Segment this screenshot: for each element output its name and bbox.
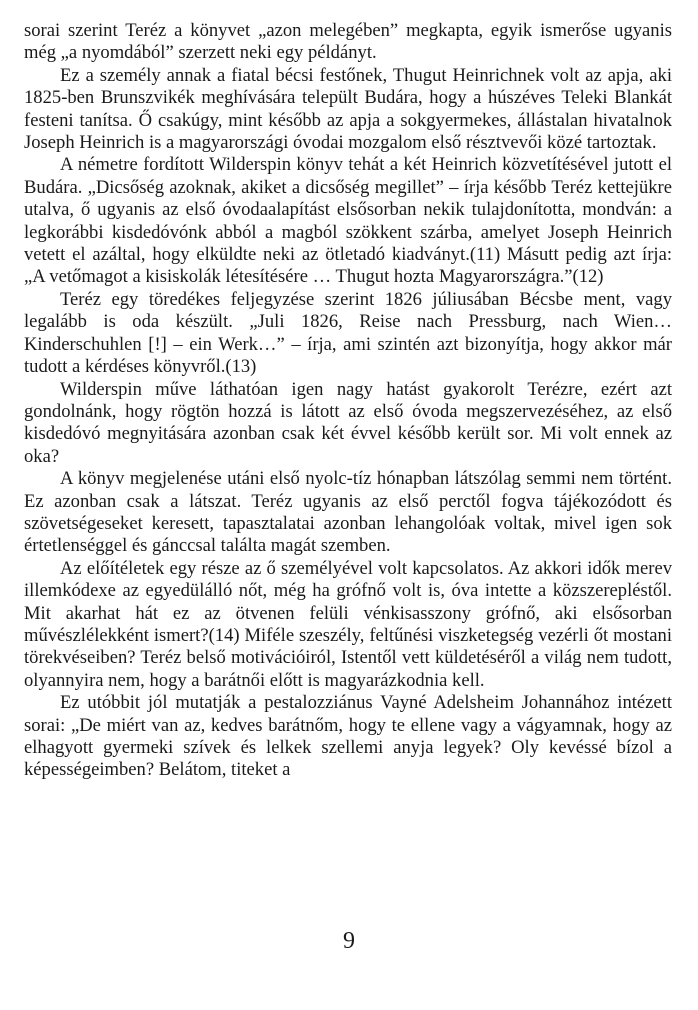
paragraph: Teréz egy töredékes feljegyzése szerint 1826 júliusában Bécsbe ment, vagy legalább is oda készült. „Juli 1826, Reise nach Pressburg, nach Wien… Kinderschuhlen [!] – ein Werk…” – írja, ami szintén azt bizonyítja, hogy akkor már tudott a kérdéses könyvről.(13) <box>24 288 672 378</box>
paragraph: A németre fordított Wilderspin könyv tehát a két Heinrich közvetítésével jutott el Budára. „Dicsőség azoknak, akiket a dicsőség megillet” – írja később Teréz kettejükre utalva, ő ugyanis az első óvodaalapítást elsősorban nekik tulajdonította, mondván: a legkorábbi kisdedóvónk abból a magból szökkent szárba, amelyet Joseph Heinrich vetett el azáltal, hogy elküldte neki az ötletadó kiadványt.(11) Másutt pedig azt írja: „A vetőmagot a kisiskolák létesítésére … Thugut hozta Magyarországra.”(12) <box>24 154 672 288</box>
document-page <box>24 20 672 782</box>
page-number: 9 <box>343 928 355 954</box>
paragraph: Ez a személy annak a fiatal bécsi festőnek, Thugut Heinrichnek volt az apja, aki 1825-ben Brunszvikék meghívására települt Budára, hogy a húszéves Teleki Blankát festeni tanítsa. Ő csakúgy, mint később az apja a sokgyermekes, állástalan hivatalnok Joseph Heinrich is a magyarországi óvodai mozgalom első résztvevői közé tartoztak. <box>24 64 672 154</box>
paragraph: Wilderspin műve láthatóan igen nagy hatást gyakorolt Terézre, ezért azt gondolnánk, hogy rögtön hozzá is látott az első óvoda megszervezéséhez, az első kisdedóvó megnyitására azonban csak két évvel később került sor. Mi volt ennek az oka? <box>24 378 672 467</box>
paragraph: sorai szerint Teréz a könyvet „azon melegében” megkapta, egyik ismerőse ugyanis még „a nyomdából” szerzett neki egy példányt. <box>24 20 672 64</box>
paragraph: Az előítéletek egy része az ő személyével volt kapcsolatos. Az akkori idők merev illemkódexe az egyedülálló nőt, még ha grófnő volt is, óva intette a közszerepléstől. Mit akarhat hát ez az ötvenen felüli vénkisasszony grófnő, aki elsősorban művészlélekként ismert?(14) Miféle szeszély, feltűnési viszketegség vezérli őt mostani törekvéseiben? Teréz belső motivációiról, Istentől vett küldetéséről a világ nem tudott, olyannyira nem, hogy a barátnői előtt is magyarázkodnia kell. <box>24 557 672 691</box>
paragraph: Ez utóbbit jól mutatják a pestalozziánus Vayné Adelsheim Johannához intézett sorai: „De miért van az, kedves barátnőm, hogy te ellene vagy a vágyamnak, hogy az elhagyott gyermeki szívek és lelkek szellemi anyja legyek? Oly kevéssé bízol a képességeimben? Belátom, titeket a <box>24 692 672 781</box>
paragraph: A könyv megjelenése utáni első nyolc-tíz hónapban látszólag semmi nem történt. Ez azonban csak a látszat. Teréz ugyanis az első perctől fogva tájékozódott és szövetségeseket keresett, tapasztalatai azonban lehangolóak voltak, mivel igen sok értetlenséggel és gánccsal találta magát szemben. <box>24 468 672 557</box>
